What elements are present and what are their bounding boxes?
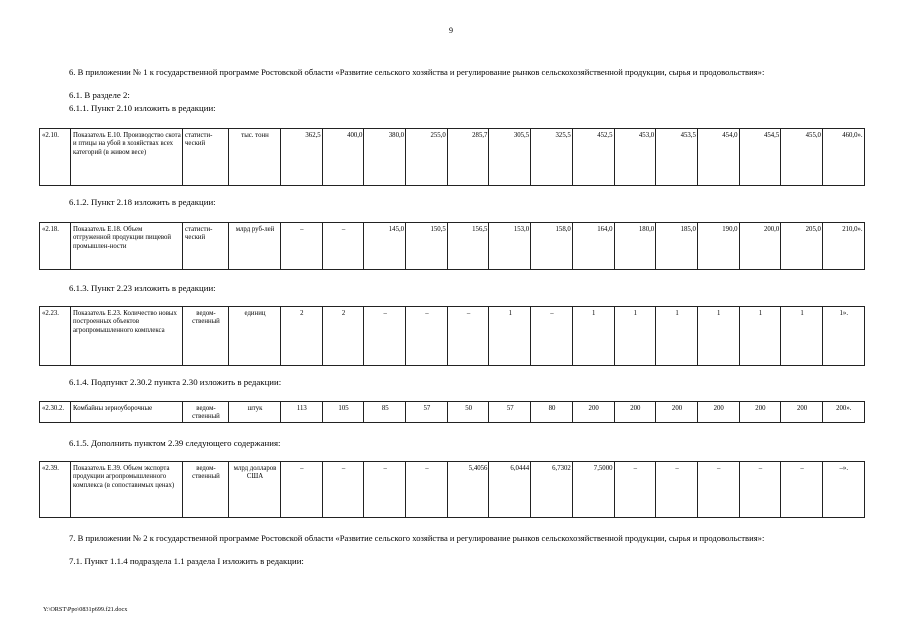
value-cell: 255,0 <box>406 129 448 186</box>
value-cell: 158,0 <box>531 223 573 270</box>
indicator-table-2-30-2 <box>39 401 865 423</box>
value-cell: 57 <box>406 402 448 423</box>
value-cell: 452,5 <box>572 129 614 186</box>
value-cell: 185,0 <box>656 223 698 270</box>
item-number: «2.10. <box>40 129 71 186</box>
value-cell: 156,5 <box>447 223 489 270</box>
value-cell: – <box>531 307 573 366</box>
value-cell: 400,0 <box>322 129 364 186</box>
subsection-6-1-1: 6.1.1. Пункт 2.10 изложить в редакции: <box>69 103 216 113</box>
value-cell: 210,0». <box>822 223 864 270</box>
value-cell: – <box>781 462 823 518</box>
value-cell: 180,0 <box>614 223 656 270</box>
value-cell: – <box>697 462 739 518</box>
value-cell: 453,5 <box>656 129 698 186</box>
value-cell: – <box>322 462 364 518</box>
value-cell: 153,0 <box>489 223 531 270</box>
value-cell: 305,5 <box>489 129 531 186</box>
page-number: 9 <box>449 26 453 35</box>
value-cell: 362,5 <box>281 129 323 186</box>
item-number: «2.39. <box>40 462 71 518</box>
table-row <box>40 129 865 186</box>
value-cell: – <box>447 307 489 366</box>
value-cell: 1 <box>697 307 739 366</box>
indicator-name: Показатель Е.39. Объем экспорта продукции агропромышленного комплекса (в сопоставимых ценах) <box>71 462 183 518</box>
paragraph-6: 6. В приложении № 1 к государственной программе Ростовской области «Развитие сельского хозяйства и регулирование рынков сельскохозяйственной продукции, сырья и продовольствия»: <box>69 67 765 77</box>
value-cell: 85 <box>364 402 406 423</box>
value-cell: 150,5 <box>406 223 448 270</box>
value-cell: 5,4056 <box>447 462 489 518</box>
indicator-name: Показатель Е.23. Количество новых построенных объектов агропромышленного комплекса <box>71 307 183 366</box>
value-cell: 1 <box>572 307 614 366</box>
value-cell: 205,0 <box>781 223 823 270</box>
subsection-6-1-3: 6.1.3. Пункт 2.23 изложить в редакции: <box>69 283 216 293</box>
subsection-7-1: 7.1. Пункт 1.1.4 подраздела 1.1 раздела I изложить в редакции: <box>69 556 304 566</box>
value-cell: 113 <box>281 402 323 423</box>
value-cell: 200,0 <box>739 223 781 270</box>
unit: штук <box>229 402 281 423</box>
value-cell: 50 <box>447 402 489 423</box>
subsection-6-1-2: 6.1.2. Пункт 2.18 изложить в редакции: <box>69 197 216 207</box>
value-cell: 6,7302 <box>531 462 573 518</box>
value-cell: 80 <box>531 402 573 423</box>
value-cell: 380,0 <box>364 129 406 186</box>
value-cell: 1 <box>489 307 531 366</box>
value-cell: – <box>322 223 364 270</box>
value-cell: – <box>656 462 698 518</box>
unit: млрд долларов США <box>229 462 281 518</box>
item-number: «2.18. <box>40 223 71 270</box>
value-cell: – <box>364 307 406 366</box>
value-cell: 325,5 <box>531 129 573 186</box>
indicator-table-2-23 <box>39 306 865 366</box>
value-cell: 190,0 <box>697 223 739 270</box>
item-number: «2.23. <box>40 307 71 366</box>
value-cell: 454,0 <box>697 129 739 186</box>
value-cell: 453,0 <box>614 129 656 186</box>
value-cell: – <box>406 462 448 518</box>
indicator-type: статисти-ческий <box>183 223 229 270</box>
value-cell: 200». <box>822 402 864 423</box>
value-cell: 1 <box>739 307 781 366</box>
table-row <box>40 223 865 270</box>
value-cell: 7,5000 <box>572 462 614 518</box>
indicator-name: Показатель Е.10. Производство скота и птицы на убой в хозяйствах всех категорий (в живом весе) <box>71 129 183 186</box>
value-cell: 164,0 <box>572 223 614 270</box>
value-cell: 105 <box>322 402 364 423</box>
subsection-6-1-5: 6.1.5. Дополнить пунктом 2.39 следующего содержания: <box>69 438 281 448</box>
paragraph-7: 7. В приложении № 2 к государственной программе Ростовской области «Развитие сельского хозяйства и регулирование рынков сельскохозяйственной продукции, сырья и продовольствия»: <box>69 533 765 543</box>
indicator-name: Показатель Е.18. Объем отгруженной продукции пищевой промышлен-ности <box>71 223 183 270</box>
value-cell: 460,0». <box>822 129 864 186</box>
value-cell: – <box>364 462 406 518</box>
value-cell: 200 <box>697 402 739 423</box>
value-cell: 57 <box>489 402 531 423</box>
indicator-name: Комбайны зерноуборочные <box>71 402 183 423</box>
value-cell: – <box>281 223 323 270</box>
value-cell: 2 <box>322 307 364 366</box>
indicator-type: ведом-ственный <box>183 462 229 518</box>
value-cell: 200 <box>656 402 698 423</box>
value-cell: 2 <box>281 307 323 366</box>
value-cell: 454,5 <box>739 129 781 186</box>
value-cell: 200 <box>572 402 614 423</box>
unit: единиц <box>229 307 281 366</box>
value-cell: 200 <box>781 402 823 423</box>
unit: млрд руб-лей <box>229 223 281 270</box>
subsection-6-1: 6.1. В разделе 2: <box>69 90 130 100</box>
subsection-6-1-4: 6.1.4. Подпункт 2.30.2 пункта 2.30 изложить в редакции: <box>69 377 282 387</box>
value-cell: 285,7 <box>447 129 489 186</box>
indicator-table-2-39 <box>39 461 865 518</box>
value-cell: –». <box>822 462 864 518</box>
value-cell: – <box>281 462 323 518</box>
value-cell: 1 <box>781 307 823 366</box>
value-cell: 200 <box>614 402 656 423</box>
indicator-table-2-18 <box>39 222 865 270</box>
value-cell: 1 <box>656 307 698 366</box>
value-cell: – <box>614 462 656 518</box>
item-number: «2.30.2. <box>40 402 71 423</box>
value-cell: 1 <box>614 307 656 366</box>
table-row <box>40 307 865 366</box>
value-cell: 145,0 <box>364 223 406 270</box>
table-row <box>40 402 865 423</box>
indicator-type: ведом-ственный <box>183 307 229 366</box>
indicator-table-2-10 <box>39 128 865 186</box>
indicator-type: ведом-ственный <box>183 402 229 423</box>
value-cell: 6,0444 <box>489 462 531 518</box>
table-row <box>40 462 865 518</box>
unit: тыс. тонн <box>229 129 281 186</box>
indicator-type: статисти-ческий <box>183 129 229 186</box>
file-path-footer: Y:\ORST\Ppo\0831p699.f21.docx <box>43 606 128 613</box>
value-cell: – <box>739 462 781 518</box>
value-cell: 200 <box>739 402 781 423</box>
value-cell: 1». <box>822 307 864 366</box>
value-cell: – <box>406 307 448 366</box>
value-cell: 455,0 <box>781 129 823 186</box>
